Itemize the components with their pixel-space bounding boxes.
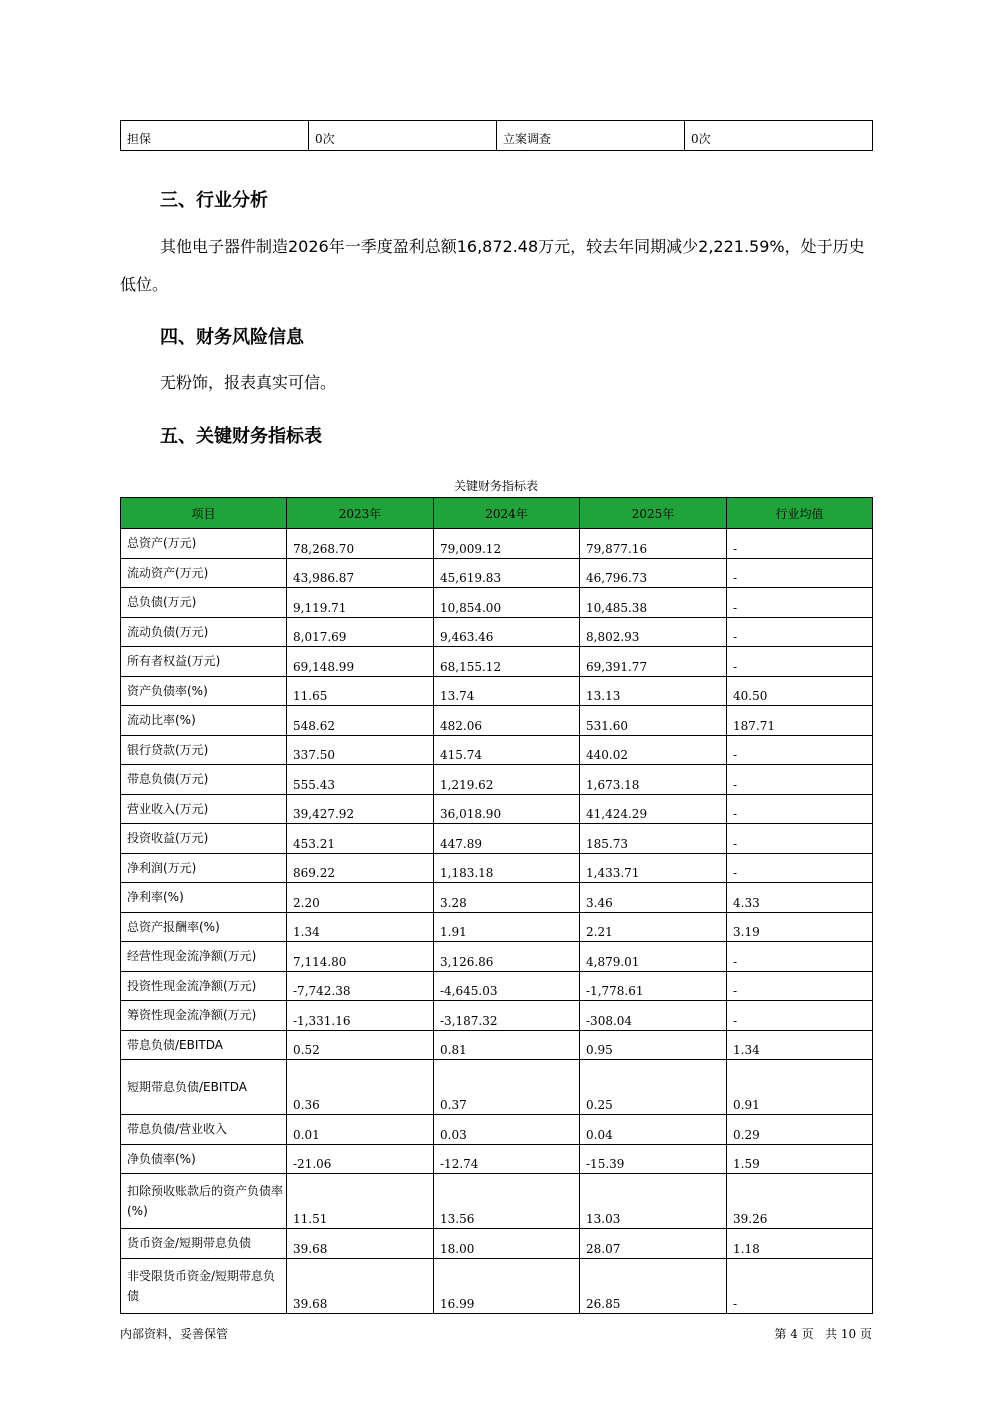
indicator-value-cell: -4,645.03 (434, 971, 580, 1001)
indicator-value-cell: 69,391.77 (580, 647, 727, 677)
table-row (121, 883, 873, 913)
indicator-value-cell: - (727, 853, 873, 883)
table-row (121, 706, 873, 736)
table-header-row (121, 498, 873, 529)
table-caption: 关键财务指标表 (453, 479, 538, 493)
indicator-value-cell: -308.04 (580, 1001, 727, 1031)
table-row (121, 794, 873, 824)
indicator-value-cell: 0.01 (287, 1115, 434, 1145)
indicator-value-cell: - (727, 1258, 873, 1313)
indicator-name-cell: 净利率(%) (121, 883, 287, 913)
indicator-value-cell: 1,433.71 (580, 853, 727, 883)
indicator-value-cell: - (727, 647, 873, 677)
indicator-value-cell: 555.43 (287, 765, 434, 795)
table-row (121, 647, 873, 677)
table-row (121, 676, 873, 706)
indicator-value-cell: 0.36 (287, 1060, 434, 1115)
indicator-value-cell: 0.95 (580, 1030, 727, 1060)
indicator-name-cell: 净利润(万元) (121, 853, 287, 883)
indicator-value-cell: -3,187.32 (434, 1001, 580, 1031)
indicator-name-cell: 净负债率(%) (121, 1144, 287, 1174)
indicator-value-cell: 1.34 (727, 1030, 873, 1060)
column-header: 2025年 (580, 498, 727, 529)
investigation-label: 立案调查 (497, 121, 685, 151)
indicator-value-cell: 39.68 (287, 1258, 434, 1313)
indicator-name-cell: 资产负债率(%) (121, 676, 287, 706)
indicator-value-cell: 68,155.12 (434, 647, 580, 677)
indicator-name-cell: 流动比率(%) (121, 706, 287, 736)
indicator-value-cell: 1.18 (727, 1229, 873, 1259)
indicator-value-cell: 185.73 (580, 824, 727, 854)
investigation-count: 0次 (685, 121, 873, 151)
indicator-value-cell: 3.46 (580, 883, 727, 913)
key-indicators-heading: 五、关键财务指标表 (160, 426, 322, 447)
indicator-value-cell: - (727, 824, 873, 854)
indicator-value-cell: 13.03 (580, 1174, 727, 1229)
guarantee-investigation-table (120, 120, 873, 151)
indicator-name-cell: 投资性现金流净额(万元) (121, 971, 287, 1001)
indicator-value-cell: 4,879.01 (580, 942, 727, 972)
indicator-value-cell: 46,796.73 (580, 558, 727, 588)
indicator-value-cell: -12.74 (434, 1144, 580, 1174)
financial-risk-text: 无粉饰，报表真实可信。 (160, 373, 337, 392)
indicator-value-cell: 2.21 (580, 912, 727, 942)
footer-page-number: 第 4 页 共 10 页 (774, 1327, 872, 1341)
industry-analysis-text: 其他电子器件制造2026年一季度盈利总额16,872.48万元，较去年同期减少2,221.59%，处于历史低位。 (120, 237, 865, 294)
table-row (121, 853, 873, 883)
table-row (121, 735, 873, 765)
indicator-value-cell: 1.59 (727, 1144, 873, 1174)
indicator-value-cell: 78,268.70 (287, 529, 434, 559)
indicator-value-cell: 0.04 (580, 1115, 727, 1145)
financial-risk-heading: 四、财务风险信息 (160, 327, 304, 348)
indicator-value-cell: 39,427.92 (287, 794, 434, 824)
table-row (121, 558, 873, 588)
indicator-value-cell: 2.20 (287, 883, 434, 913)
guarantee-label: 担保 (121, 121, 309, 151)
indicator-name-cell: 流动负债(万元) (121, 617, 287, 647)
indicator-value-cell: 39.26 (727, 1174, 873, 1229)
indicator-value-cell: -7,742.38 (287, 971, 434, 1001)
indicator-value-cell: 1,219.62 (434, 765, 580, 795)
indicator-value-cell: 548.62 (287, 706, 434, 736)
indicator-value-cell: 0.52 (287, 1030, 434, 1060)
indicator-name-cell: 货币资金/短期带息负债 (121, 1229, 287, 1259)
table-row (121, 765, 873, 795)
indicator-value-cell: 0.81 (434, 1030, 580, 1060)
table-row (121, 1060, 873, 1115)
indicator-value-cell: 8,017.69 (287, 617, 434, 647)
indicator-value-cell: 447.89 (434, 824, 580, 854)
indicator-value-cell: -1,778.61 (580, 971, 727, 1001)
guarantee-count: 0次 (309, 121, 497, 151)
column-header: 行业均值 (727, 498, 873, 529)
table-row (121, 1258, 873, 1313)
column-header: 2023年 (287, 498, 434, 529)
indicator-name-cell: 带息负债/EBITDA (121, 1030, 287, 1060)
indicator-name-cell: 非受限货币资金/短期带息负债 (121, 1258, 287, 1313)
indicator-value-cell: 45,619.83 (434, 558, 580, 588)
table-row (121, 588, 873, 618)
indicator-value-cell: 337.50 (287, 735, 434, 765)
indicator-value-cell: 28.07 (580, 1229, 727, 1259)
indicator-name-cell: 带息负债(万元) (121, 765, 287, 795)
indicator-value-cell: 4.33 (727, 883, 873, 913)
indicator-name-cell: 扣除预收账款后的资产负债率(%) (121, 1174, 287, 1229)
indicator-value-cell: 531.60 (580, 706, 727, 736)
indicator-value-cell: - (727, 617, 873, 647)
indicator-value-cell: 440.02 (580, 735, 727, 765)
table-row (121, 912, 873, 942)
indicator-value-cell: 39.68 (287, 1229, 434, 1259)
column-header: 2024年 (434, 498, 580, 529)
indicator-value-cell: 0.29 (727, 1115, 873, 1145)
indicator-value-cell: 3.28 (434, 883, 580, 913)
table-row (121, 1174, 873, 1229)
indicator-name-cell: 投资收益(万元) (121, 824, 287, 854)
indicator-value-cell: 415.74 (434, 735, 580, 765)
indicator-value-cell: 1,183.18 (434, 853, 580, 883)
indicator-value-cell: 69,148.99 (287, 647, 434, 677)
indicator-name-cell: 流动资产(万元) (121, 558, 287, 588)
indicator-value-cell: 1,673.18 (580, 765, 727, 795)
table-row (121, 529, 873, 559)
indicator-value-cell: 3,126.86 (434, 942, 580, 972)
indicator-value-cell: 1.91 (434, 912, 580, 942)
table-row (121, 121, 873, 151)
indicator-value-cell: - (727, 558, 873, 588)
indicator-value-cell: 0.03 (434, 1115, 580, 1145)
indicator-name-cell: 短期带息负债/EBITDA (121, 1060, 287, 1115)
indicator-value-cell: 869.22 (287, 853, 434, 883)
table-row (121, 1229, 873, 1259)
indicator-name-cell: 所有者权益(万元) (121, 647, 287, 677)
indicator-value-cell: 453.21 (287, 824, 434, 854)
indicator-value-cell: 26.85 (580, 1258, 727, 1313)
indicator-value-cell: 13.74 (434, 676, 580, 706)
indicator-value-cell: 11.65 (287, 676, 434, 706)
indicator-name-cell: 总资产报酬率(%) (121, 912, 287, 942)
column-header: 项目 (121, 498, 287, 529)
indicator-value-cell: -1,331.16 (287, 1001, 434, 1031)
indicator-value-cell: - (727, 1001, 873, 1031)
indicator-value-cell: - (727, 529, 873, 559)
indicator-value-cell: 187.71 (727, 706, 873, 736)
table-row (121, 971, 873, 1001)
indicator-value-cell: 13.13 (580, 676, 727, 706)
indicator-value-cell: 9,119.71 (287, 588, 434, 618)
indicator-value-cell: 16.99 (434, 1258, 580, 1313)
table-row (121, 1115, 873, 1145)
indicator-value-cell: 3.19 (727, 912, 873, 942)
table-row (121, 1001, 873, 1031)
indicator-value-cell: 13.56 (434, 1174, 580, 1229)
key-financial-indicators-table (120, 497, 873, 1314)
indicator-value-cell: 79,009.12 (434, 529, 580, 559)
indicator-value-cell: 43,986.87 (287, 558, 434, 588)
table-row (121, 824, 873, 854)
indicator-name-cell: 总资产(万元) (121, 529, 287, 559)
indicator-value-cell: - (727, 588, 873, 618)
indicator-value-cell: 79,877.16 (580, 529, 727, 559)
industry-analysis-heading: 三、行业分析 (160, 190, 268, 211)
indicator-value-cell: 0.91 (727, 1060, 873, 1115)
indicator-name-cell: 营业收入(万元) (121, 794, 287, 824)
footer-confidential-note: 内部资料，妥善保管 (120, 1327, 229, 1341)
indicator-value-cell: 1.34 (287, 912, 434, 942)
indicator-name-cell: 带息负债/营业收入 (121, 1115, 287, 1145)
indicator-value-cell: - (727, 765, 873, 795)
table-row (121, 1030, 873, 1060)
indicator-value-cell: -15.39 (580, 1144, 727, 1174)
indicator-name-cell: 经营性现金流净额(万元) (121, 942, 287, 972)
indicator-value-cell: 18.00 (434, 1229, 580, 1259)
table-row (121, 942, 873, 972)
indicator-value-cell: 9,463.46 (434, 617, 580, 647)
indicator-value-cell: 0.25 (580, 1060, 727, 1115)
indicator-value-cell: - (727, 942, 873, 972)
table-row (121, 617, 873, 647)
indicator-value-cell: - (727, 735, 873, 765)
indicator-value-cell: 7,114.80 (287, 942, 434, 972)
indicator-value-cell: 41,424.29 (580, 794, 727, 824)
indicator-value-cell: - (727, 971, 873, 1001)
indicator-value-cell: - (727, 794, 873, 824)
indicator-value-cell: 10,485.38 (580, 588, 727, 618)
indicator-value-cell: 8,802.93 (580, 617, 727, 647)
indicator-value-cell: 0.37 (434, 1060, 580, 1115)
indicator-value-cell: 10,854.00 (434, 588, 580, 618)
indicator-value-cell: 40.50 (727, 676, 873, 706)
indicator-value-cell: 11.51 (287, 1174, 434, 1229)
indicator-name-cell: 总负债(万元) (121, 588, 287, 618)
indicator-name-cell: 筹资性现金流净额(万元) (121, 1001, 287, 1031)
indicator-value-cell: 482.06 (434, 706, 580, 736)
indicator-value-cell: 36,018.90 (434, 794, 580, 824)
table-row (121, 1144, 873, 1174)
indicator-value-cell: -21.06 (287, 1144, 434, 1174)
indicator-name-cell: 银行贷款(万元) (121, 735, 287, 765)
